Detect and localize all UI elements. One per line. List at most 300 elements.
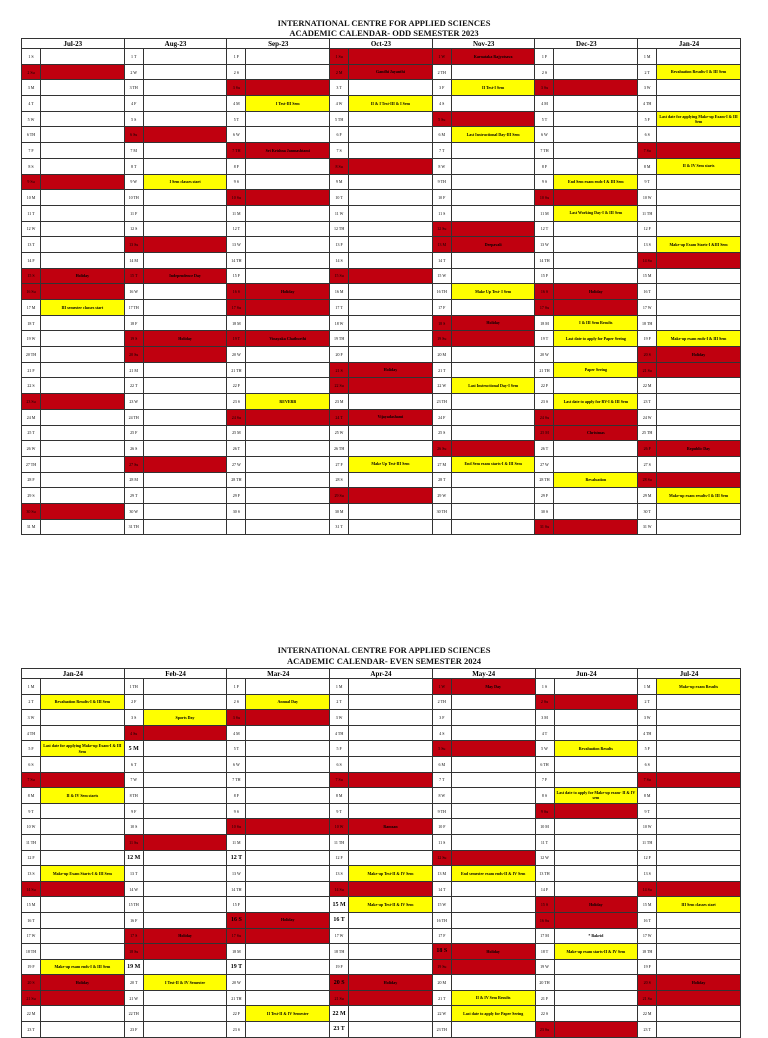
day-cell: 19 Su: [432, 959, 451, 975]
day-cell: 3 Su: [227, 710, 246, 726]
day-cell: 7 F: [535, 772, 554, 788]
event-cell: [554, 975, 638, 991]
event-cell: [41, 819, 125, 835]
event-cell: [143, 819, 227, 835]
event-cell: [657, 912, 741, 928]
day-cell: 16 F: [124, 912, 143, 928]
day-cell: 11 S: [432, 205, 451, 221]
event-cell: [41, 111, 125, 127]
day-cell: 8 T: [124, 158, 143, 174]
day-cell: 25 TH: [638, 425, 657, 441]
day-cell: 28 TH: [227, 472, 246, 488]
day-cell: 10 F: [432, 190, 451, 206]
event-cell: Sri Krishna Janmashtami: [246, 143, 330, 159]
day-cell: 24 F: [432, 409, 451, 425]
day-cell: 23 TH: [432, 1022, 451, 1038]
day-cell: 10 F: [432, 819, 451, 835]
event-cell: [349, 944, 433, 960]
event-cell: [246, 347, 330, 363]
event-cell: [451, 394, 535, 410]
day-cell: 9 T: [638, 174, 657, 190]
event-cell: [657, 772, 741, 788]
event-cell: [349, 127, 433, 143]
event-cell: [657, 741, 741, 757]
day-cell: 10 M: [22, 190, 41, 206]
event-cell: Last date to apply for RV-I & III Sem: [554, 394, 638, 410]
event-cell: [41, 710, 125, 726]
day-cell: 22 T: [124, 378, 143, 394]
day-cell: 4 TH: [330, 725, 349, 741]
day-cell: 19 T: [227, 959, 246, 975]
day-cell: 19 S: [124, 331, 143, 347]
event-cell: Revaluation: [554, 472, 638, 488]
event-cell: Annual Day: [246, 694, 330, 710]
day-cell: 24 T: [330, 409, 349, 425]
event-cell: [349, 834, 433, 850]
day-cell: 12 W: [535, 850, 554, 866]
event-cell: [451, 409, 535, 425]
event-cell: [246, 362, 330, 378]
event-cell: [143, 49, 227, 65]
day-cell: 6 T: [124, 756, 143, 772]
odd-institution-title: INTERNATIONAL CENTRE FOR APPLIED SCIENCES: [277, 18, 491, 28]
day-cell: 5 M: [124, 741, 143, 757]
day-cell: 23 F: [124, 1022, 143, 1038]
day-cell: 17 T: [330, 300, 349, 316]
event-cell: End Sem exam ends-I & III Sem: [554, 174, 638, 190]
event-cell: [657, 881, 741, 897]
event-cell: [657, 409, 741, 425]
event-cell: [554, 850, 638, 866]
event-cell: [246, 488, 330, 504]
day-cell: 18 TH: [22, 944, 41, 960]
day-cell: 3 F: [432, 710, 451, 726]
day-cell: 30 S: [227, 503, 246, 519]
day-cell: 14 W: [124, 881, 143, 897]
event-cell: [143, 96, 227, 112]
calendar-row: [22, 944, 741, 960]
day-cell: 13 F: [330, 237, 349, 253]
day-cell: 20 Su: [124, 347, 143, 363]
event-cell: [451, 756, 535, 772]
calendar-row: [22, 834, 741, 850]
event-cell: Holiday: [657, 975, 741, 991]
event-cell: [349, 158, 433, 174]
day-cell: 11 TH: [638, 834, 657, 850]
day-cell: 25 F: [124, 425, 143, 441]
event-cell: [554, 378, 638, 394]
day-cell: 16 W: [124, 284, 143, 300]
event-cell: [554, 237, 638, 253]
day-cell: 13 S: [22, 866, 41, 882]
month-header: Dec-23: [535, 39, 638, 49]
event-cell: [143, 237, 227, 253]
day-cell: 24 M: [22, 409, 41, 425]
event-cell: [657, 850, 741, 866]
day-cell: 26 T: [535, 441, 554, 457]
event-cell: [451, 268, 535, 284]
event-cell: Make-up Exam Starts-I &III Sem: [657, 237, 741, 253]
calendar-row: [22, 237, 741, 253]
event-cell: [41, 362, 125, 378]
event-cell: [143, 158, 227, 174]
event-cell: [41, 174, 125, 190]
day-cell: 15 M: [638, 897, 657, 913]
day-cell: 28 Su: [638, 472, 657, 488]
even-calendar-title: ACADEMIC CALENDAR- EVEN SEMESTER 2024: [286, 656, 482, 666]
day-cell: 29 F: [227, 488, 246, 504]
event-cell: [41, 756, 125, 772]
day-cell: 17 S: [124, 928, 143, 944]
event-cell: [451, 803, 535, 819]
day-cell: 12 F: [22, 850, 41, 866]
day-cell: 12 M: [124, 850, 143, 866]
day-cell: 15 T: [124, 268, 143, 284]
day-cell: 5 T: [227, 111, 246, 127]
event-cell: Last date for applying Make-up Exam-I & III Sem: [657, 111, 741, 127]
day-cell: 25 T: [22, 425, 41, 441]
event-cell: [554, 300, 638, 316]
event-cell: [143, 409, 227, 425]
day-cell: 19 W: [535, 959, 554, 975]
day-cell: 20 M: [432, 975, 451, 991]
day-cell: 2 T: [330, 694, 349, 710]
event-cell: [143, 834, 227, 850]
day-cell: 20 S: [22, 975, 41, 991]
event-cell: [143, 694, 227, 710]
day-cell: 4 TH: [22, 725, 41, 741]
event-cell: [349, 850, 433, 866]
day-cell: 16 Su: [535, 912, 554, 928]
even-institution-title: INTERNATIONAL CENTRE FOR APPLIED SCIENCES: [277, 645, 491, 655]
event-cell: [246, 756, 330, 772]
calendar-row: [22, 394, 741, 410]
event-cell: [143, 472, 227, 488]
event-cell: [451, 788, 535, 804]
event-cell: [143, 205, 227, 221]
event-cell: [657, 928, 741, 944]
event-cell: [451, 300, 535, 316]
day-cell: 10 Su: [535, 190, 554, 206]
day-cell: 7 TH: [535, 143, 554, 159]
day-cell: 6 W: [227, 127, 246, 143]
day-cell: 7 T: [432, 772, 451, 788]
day-cell: 18 T: [535, 944, 554, 960]
event-cell: [451, 819, 535, 835]
day-cell: 23 Su: [22, 394, 41, 410]
day-cell: 30 TH: [432, 503, 451, 519]
event-cell: [657, 80, 741, 96]
day-cell: 14 TH: [227, 881, 246, 897]
day-cell: 23 W: [124, 394, 143, 410]
event-cell: [246, 866, 330, 882]
day-cell: 21 TH: [227, 362, 246, 378]
day-cell: 5 T: [535, 111, 554, 127]
event-cell: [246, 959, 330, 975]
event-cell: [246, 378, 330, 394]
day-cell: 3 W: [22, 710, 41, 726]
event-cell: [349, 503, 433, 519]
day-cell: 30 Su: [22, 503, 41, 519]
event-cell: [451, 158, 535, 174]
event-cell: [246, 741, 330, 757]
event-cell: [451, 912, 535, 928]
event-cell: [143, 425, 227, 441]
event-cell: Revaluation Results-I & III Sem: [41, 694, 125, 710]
event-cell: [246, 221, 330, 237]
event-cell: [657, 710, 741, 726]
event-cell: [657, 694, 741, 710]
calendar-row: [22, 409, 741, 425]
day-cell: 24 Su: [535, 409, 554, 425]
event-cell: [554, 49, 638, 65]
event-cell: [554, 725, 638, 741]
day-cell: 8 M: [330, 788, 349, 804]
day-cell: 6 S: [330, 756, 349, 772]
event-cell: Paper Seeing: [554, 362, 638, 378]
day-cell: 10 Su: [227, 190, 246, 206]
even-semester-calendar: [21, 668, 741, 1038]
event-cell: [41, 347, 125, 363]
day-cell: 19 F: [22, 959, 41, 975]
day-cell: 10 Su: [227, 819, 246, 835]
day-cell: 21 T: [432, 362, 451, 378]
calendar-row: [22, 315, 741, 331]
month-header: Jan-24: [22, 669, 125, 679]
event-cell: [349, 519, 433, 535]
event-cell: Vijayadashami: [349, 409, 433, 425]
event-cell: [143, 394, 227, 410]
day-cell: 18 Su: [124, 944, 143, 960]
day-cell: 20 W: [227, 975, 246, 991]
day-cell: 5 F: [22, 741, 41, 757]
event-cell: [451, 96, 535, 112]
day-cell: 27 Su: [124, 456, 143, 472]
day-cell: 22 M: [22, 1006, 41, 1022]
event-cell: [143, 741, 227, 757]
day-cell: 31 TH: [124, 519, 143, 535]
event-cell: [246, 425, 330, 441]
event-cell: [349, 315, 433, 331]
day-cell: 21 Su: [638, 362, 657, 378]
event-cell: [41, 725, 125, 741]
day-cell: 18 S: [432, 944, 451, 960]
event-cell: [143, 944, 227, 960]
day-cell: 9 S: [227, 803, 246, 819]
event-cell: [41, 912, 125, 928]
event-cell: [349, 990, 433, 1006]
day-cell: 30 M: [330, 503, 349, 519]
event-cell: [657, 252, 741, 268]
event-cell: II Test-II & IV Semester: [246, 1006, 330, 1022]
day-cell: 1 M: [330, 679, 349, 695]
day-cell: 25 M: [535, 425, 554, 441]
day-cell: 16 Su: [22, 284, 41, 300]
event-cell: [554, 347, 638, 363]
event-cell: REVERB: [246, 394, 330, 410]
day-cell: 7 Su: [638, 772, 657, 788]
day-cell: 4 T: [535, 725, 554, 741]
event-cell: Last date to apply for Paper Seeing: [451, 1006, 535, 1022]
event-cell: Make-up exam Results: [657, 679, 741, 695]
day-cell: 24 TH: [124, 409, 143, 425]
day-cell: 26 W: [22, 441, 41, 457]
event-cell: Holiday: [349, 362, 433, 378]
day-cell: 13 W: [227, 866, 246, 882]
day-cell: 15 S: [22, 268, 41, 284]
event-cell: [143, 519, 227, 535]
day-cell: 13 M: [432, 237, 451, 253]
day-cell: 11 T: [535, 834, 554, 850]
event-cell: [349, 959, 433, 975]
day-cell: 19 T: [535, 331, 554, 347]
day-cell: 4 TH: [638, 725, 657, 741]
event-cell: [246, 881, 330, 897]
event-cell: [143, 127, 227, 143]
day-cell: 16 T: [638, 284, 657, 300]
day-cell: 20 TH: [22, 347, 41, 363]
event-cell: Make Up Test-III Sem: [349, 456, 433, 472]
event-cell: [349, 174, 433, 190]
day-cell: 19 Su: [432, 331, 451, 347]
event-cell: [143, 378, 227, 394]
day-cell: 6 W: [227, 756, 246, 772]
event-cell: [41, 315, 125, 331]
event-cell: [657, 756, 741, 772]
event-cell: Vinayaka Chathurthi: [246, 331, 330, 347]
event-cell: [246, 174, 330, 190]
day-cell: [227, 519, 246, 535]
event-cell: Make Up Test- I Sem: [451, 284, 535, 300]
event-cell: [41, 143, 125, 159]
event-cell: [657, 503, 741, 519]
day-cell: 14 Su: [638, 252, 657, 268]
event-cell: [246, 519, 330, 535]
event-cell: [246, 49, 330, 65]
day-cell: 10 W: [22, 819, 41, 835]
event-cell: [349, 912, 433, 928]
event-cell: Holiday: [246, 912, 330, 928]
event-cell: [349, 694, 433, 710]
day-cell: 10 T: [330, 190, 349, 206]
calendar-row: [22, 928, 741, 944]
day-cell: 22 S: [535, 1006, 554, 1022]
event-cell: [41, 127, 125, 143]
event-cell: [657, 788, 741, 804]
day-cell: 2 T: [22, 694, 41, 710]
event-cell: [349, 756, 433, 772]
day-cell: 12 F: [330, 850, 349, 866]
event-cell: [41, 284, 125, 300]
event-cell: [349, 111, 433, 127]
day-cell: 17 F: [432, 928, 451, 944]
day-cell: 1 Su: [330, 49, 349, 65]
calendar-row: [22, 96, 741, 112]
event-cell: [143, 503, 227, 519]
event-cell: [451, 772, 535, 788]
calendar-row: [22, 679, 741, 695]
day-cell: 18 M: [535, 315, 554, 331]
event-cell: [349, 143, 433, 159]
event-cell: [246, 819, 330, 835]
event-cell: Make-up Test-II & IV Sem: [349, 866, 433, 882]
day-cell: 5 F: [638, 741, 657, 757]
day-cell: 15 W: [432, 268, 451, 284]
day-cell: 22 Su: [330, 378, 349, 394]
event-cell: [657, 49, 741, 65]
month-header: Oct-23: [330, 39, 433, 49]
month-header: Jan-24: [638, 39, 741, 49]
event-cell: [246, 237, 330, 253]
day-cell: 22 TH: [124, 1006, 143, 1022]
day-cell: 18 M: [227, 944, 246, 960]
day-cell: 9 F: [124, 803, 143, 819]
event-cell: Make-up Test-II & IV Sem: [349, 897, 433, 913]
day-cell: 21 TH: [535, 362, 554, 378]
calendar-row: [22, 756, 741, 772]
day-cell: 17 W: [638, 300, 657, 316]
event-cell: [143, 788, 227, 804]
event-cell: [657, 425, 741, 441]
event-cell: Holiday: [41, 975, 125, 991]
day-cell: 17 M: [22, 300, 41, 316]
event-cell: III semester classes start: [41, 300, 125, 316]
day-cell: 17 Su: [227, 300, 246, 316]
day-cell: 20 S: [638, 347, 657, 363]
day-cell: 2 W: [124, 64, 143, 80]
event-cell: [349, 928, 433, 944]
day-cell: 8 Su: [330, 158, 349, 174]
day-cell: 4 S: [432, 96, 451, 112]
day-cell: 13 W: [227, 237, 246, 253]
event-cell: [41, 221, 125, 237]
day-cell: 11 Su: [124, 834, 143, 850]
day-cell: 1 M: [638, 49, 657, 65]
event-cell: Holiday: [657, 347, 741, 363]
day-cell: 1 T: [124, 49, 143, 65]
calendar-row: [22, 158, 741, 174]
day-cell: 4 T: [22, 96, 41, 112]
event-cell: Last Working Day-I & III Sem: [554, 205, 638, 221]
day-cell: 9 W: [124, 174, 143, 190]
event-cell: [349, 80, 433, 96]
calendar-row: [22, 694, 741, 710]
event-cell: Deepavali: [451, 237, 535, 253]
event-cell: [657, 959, 741, 975]
day-cell: 2 F: [124, 694, 143, 710]
day-cell: 15 M: [638, 268, 657, 284]
day-cell: 17 W: [638, 928, 657, 944]
event-cell: [143, 679, 227, 695]
day-cell: 25 M: [227, 425, 246, 441]
day-cell: 26 TH: [330, 441, 349, 457]
day-cell: 3 F: [432, 80, 451, 96]
day-cell: 2 T: [638, 64, 657, 80]
event-cell: [41, 441, 125, 457]
event-cell: [451, 205, 535, 221]
day-cell: 2 T: [638, 694, 657, 710]
calendar-row: [22, 741, 741, 757]
event-cell: [143, 725, 227, 741]
day-cell: 11 S: [432, 834, 451, 850]
calendar-row: [22, 378, 741, 394]
day-cell: [432, 519, 451, 535]
day-cell: 13 S: [638, 866, 657, 882]
event-cell: [451, 694, 535, 710]
day-cell: 17 W: [22, 928, 41, 944]
day-cell: 3 M: [22, 80, 41, 96]
event-cell: [451, 519, 535, 535]
